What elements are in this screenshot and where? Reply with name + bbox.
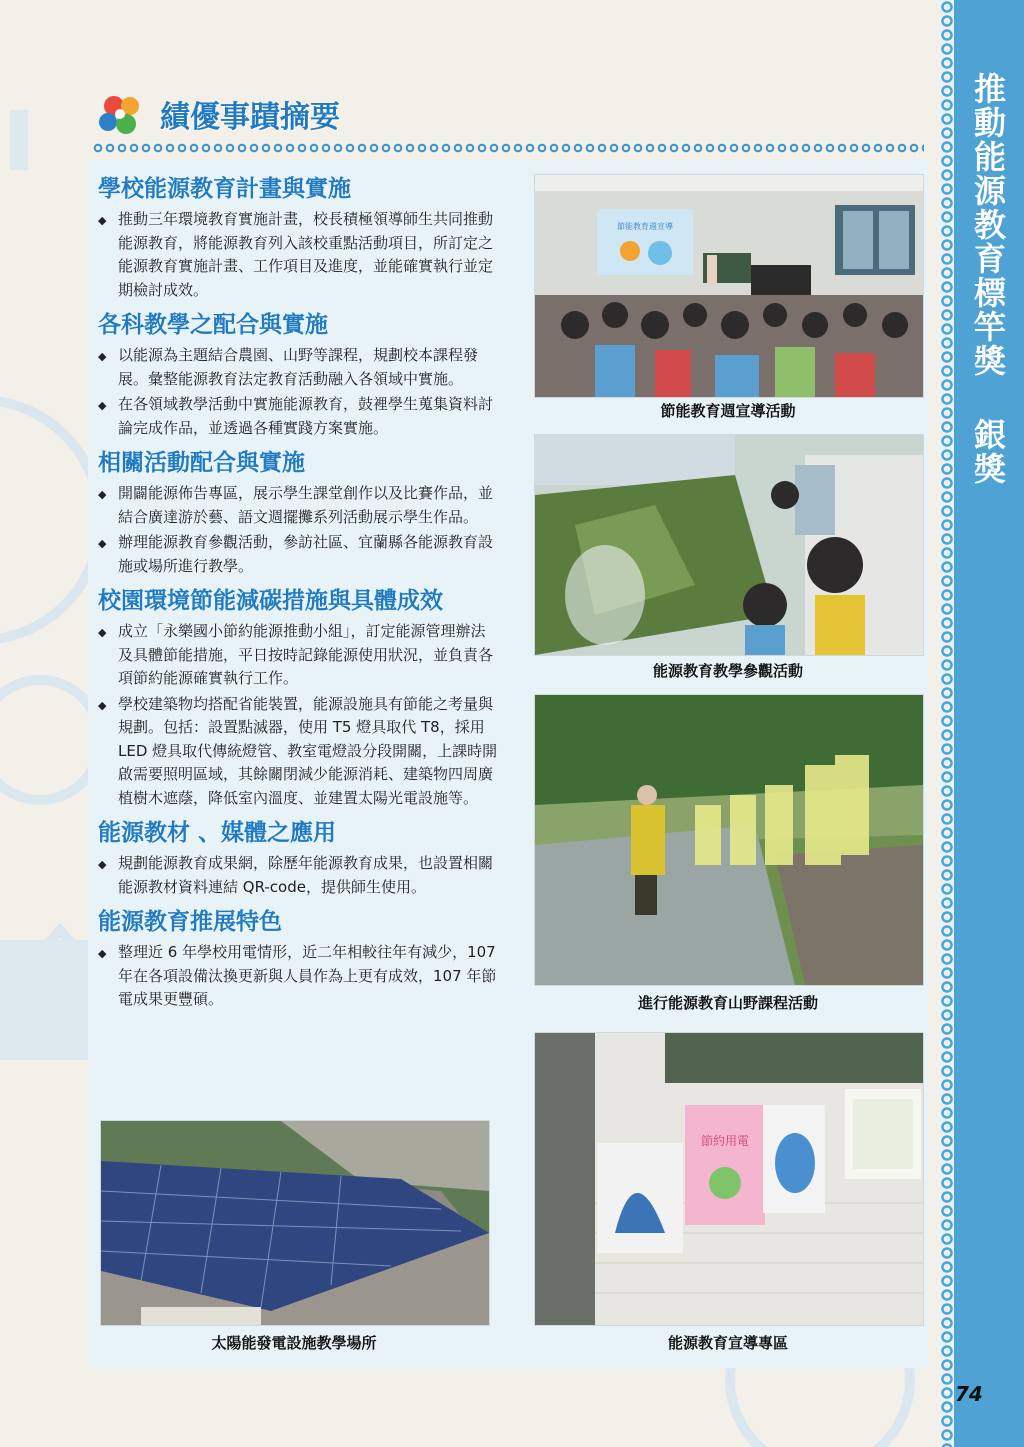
- photo-classroom: [534, 174, 924, 398]
- photo-caption: 進行能源教育山野課程活動: [637, 994, 818, 1012]
- section-features: [98, 907, 498, 1012]
- bullet-diamond-icon: ◆: [98, 350, 107, 363]
- list-item: ◆ 成立「永樂國小節約能源推動小組」，訂定能源管理辦法及具體節能措施，平日按時記錄能源使用狀況，並負責各項節約能源確實執行工作。: [98, 620, 498, 691]
- list-item: ◆ 以能源為主題結合農園、山野等課程，規劃校本課程發展。彙整能源教育法定教育活動融入各領域中實施。: [98, 344, 498, 391]
- side-bar-border: [940, 0, 954, 1447]
- bullet-diamond-icon: ◆: [98, 537, 107, 550]
- photo-outdoor-course: [534, 694, 924, 986]
- page-title: 績優事蹟摘要: [160, 100, 340, 135]
- decorative-divider: [92, 142, 924, 154]
- list-item: ◆ 規劃能源教育成果網，除歷年能源教育成果，也設置相關能源教材資料連結 QR-code，提供師生使用。: [98, 852, 498, 899]
- bullet-diamond-icon: ◆: [98, 488, 107, 501]
- bullet-diamond-icon: ◆: [98, 399, 107, 412]
- page-header: [96, 86, 340, 142]
- logo-icon: [96, 92, 148, 136]
- photo-exhibit-visit: [534, 434, 924, 656]
- section-title: 能源教育推展特色: [98, 909, 282, 935]
- solar-photo-image: [101, 1121, 489, 1325]
- list-item: ◆ 推動三年環境教育實施計畫，校長積極領導師生共同推動能源教育，將能源教育列入該校重點活動項目，所訂定之能源教育實施計畫、工作項目及進度，並能確實執行並定期檢討成效。: [98, 208, 498, 302]
- side-title: 推動能源教育標竿獎 銀獎: [969, 72, 1007, 486]
- section-activities: [98, 448, 498, 578]
- page-number: 74: [955, 1382, 983, 1406]
- section-title: 能源教材 、媒體之應用: [98, 820, 337, 846]
- section-title: 各科教學之配合與實施: [98, 312, 328, 338]
- exhibit-photo-image: [535, 435, 923, 655]
- section-campus: [98, 586, 498, 810]
- bullet-diamond-icon: ◆: [98, 947, 107, 960]
- list-item: ◆ 開闢能源佈告專區，展示學生課堂創作以及比賽作品，並結合廣達游於藝、語文週擺攤系列活動展示學生作品。: [98, 482, 498, 529]
- bullet-diamond-icon: ◆: [98, 698, 107, 712]
- section-subjects: [98, 310, 498, 440]
- section-plan: [98, 174, 498, 302]
- list-item: ◆ 辦理能源教育參觀活動，參訪社區、宜蘭縣各能源教育設施或場所進行教學。: [98, 531, 498, 578]
- photo-caption: 能源教育教學參觀活動: [652, 662, 803, 680]
- photo-solar-panels: [100, 1120, 490, 1326]
- bullet-diamond-icon: ◆: [98, 626, 107, 639]
- photo-caption: 能源教育宣導專區: [667, 1334, 788, 1352]
- section-title: 學校能源教育計畫與實施: [98, 176, 351, 202]
- photo-caption: 節能教育週宣導活動: [660, 402, 796, 420]
- section-title: 校園環境節能減碳措施與具體成效: [98, 588, 443, 614]
- bullet-diamond-icon: ◆: [98, 214, 107, 227]
- section-media: [98, 818, 498, 899]
- classroom-photo-image: [535, 175, 923, 397]
- poster-text: 節約用電: [700, 1134, 750, 1148]
- list-item: ◆ 整理近 6 年學校用電情形，近二年相較往年有減少，107年在各項設備汰換更新與人員作為上更有成效，107 年節電成果更豐碩。: [98, 941, 498, 1012]
- achievement-content: [98, 168, 498, 1014]
- projected-slide-text: 節能教育週宣導: [617, 222, 673, 231]
- section-title: 相關活動配合與實施: [98, 450, 305, 476]
- promotion-wall-image: [535, 1033, 923, 1325]
- list-item: ◆ 在各領域教學活動中實施能源教育，鼓裡學生蒐集資料討論完成作品，並透過各種實踐方案實施。: [98, 393, 498, 440]
- photo-promotion-area: [534, 1032, 924, 1326]
- bullet-diamond-icon: ◆: [98, 858, 107, 871]
- outdoor-photo-image: [535, 695, 923, 985]
- list-item: ◆ 學校建築物均搭配省能裝置，能源設施具有節能之考量與規劃。包括：設置點滅器，使用 T5 燈具取代 T8，採用 LED 燈具取代傳統燈管、教室電燈設分段開關，上課時開啟需要照明區域，其餘關閉減少能源消耗、建築物四周廣植樹木遮蔭，降低室內溫度、並建置太陽光電設施等。: [98, 693, 498, 811]
- photo-caption: 太陽能發電設施教學場所: [211, 1334, 377, 1352]
